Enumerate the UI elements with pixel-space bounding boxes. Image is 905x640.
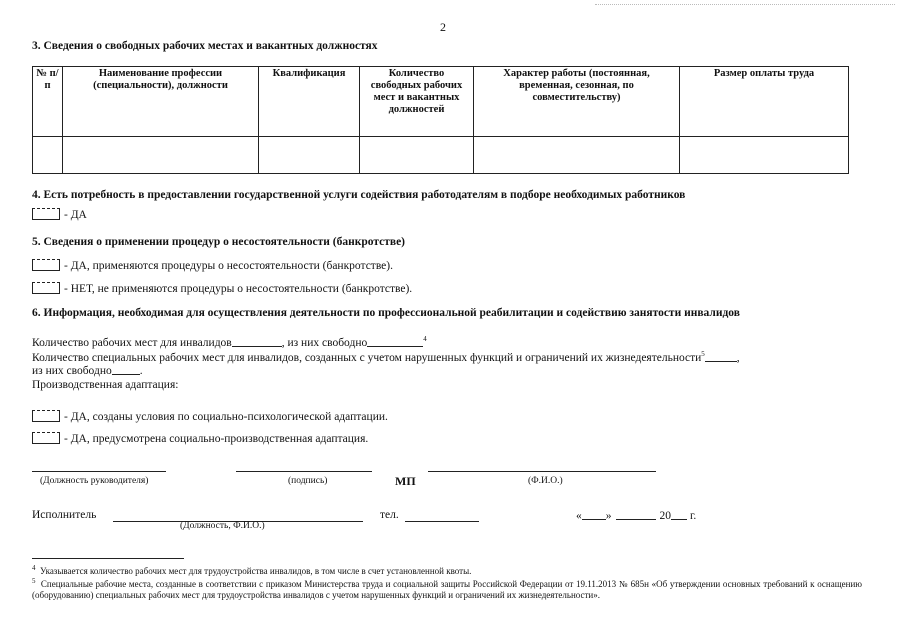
position-caption: (Должность руководителя) (40, 476, 149, 486)
col-qualification: Квалификация (259, 67, 360, 137)
special-free-field[interactable] (112, 364, 140, 375)
checkbox-bankruptcy-no[interactable] (32, 282, 60, 294)
signature-caption: (подпись) (288, 476, 328, 486)
special-jobs-field[interactable] (705, 351, 737, 362)
fio-line[interactable] (428, 471, 656, 472)
special-jobs-line: Количество специальных рабочих мест для инвалидов, созданных с учетом нарушенных функций и ограничений их жизнедеятельности$^5$ , (32, 350, 740, 364)
cell-number[interactable] (33, 137, 63, 174)
tel-label: тел. (380, 509, 399, 521)
col-profession: Наименование профессии (специальности), должности (63, 67, 259, 137)
option-bankruptcy-no[interactable] (32, 282, 412, 295)
executor-label: Исполнитель (32, 509, 97, 521)
vacancies-table (32, 66, 849, 174)
col-vacancies-count: Количество свободных рабочих мест и вакантных должностей (360, 67, 474, 137)
header-marks (595, 4, 895, 8)
executor-caption: (Должность, Ф.И.О.) (180, 521, 265, 531)
year-field[interactable] (671, 509, 687, 520)
section5-title: 5. Сведения о применении процедур о несостоятельности (банкротстве) (32, 236, 406, 248)
free-jobs-label: , из них свободно (281, 336, 368, 349)
year-suffix: г. (690, 510, 697, 522)
option-psych-adaptation[interactable] (32, 410, 388, 423)
option-service-yes[interactable] (32, 208, 87, 221)
special-free-label: из них свободно (32, 365, 112, 377)
year-prefix: 20 (659, 510, 671, 522)
col-work-type: Характер работы (постоянная, временная, сезонная, по совместительству) (474, 67, 680, 137)
position-signature-line[interactable] (32, 471, 166, 472)
special-jobs-label: Количество специальных рабочих мест для инвалидов, созданных с учетом нарушенных функций и ограничений их жизнедеятельности (32, 351, 702, 364)
special-free-line: из них свободно . (32, 365, 143, 377)
footnote-5-text: Специальные рабочие места, созданные в соответствии с приказом Министерства труда и социальной защиты Российской Федерации от 19.11.2013 № 685н «Об утверждении основных требований к оснащению (оборудованию) специальных рабочих мест для трудоустройства инвалидов с учетом нарушенных функций и ограничений их жизнедеятельности». (32, 579, 863, 600)
month-field[interactable] (616, 509, 656, 520)
day-field[interactable] (582, 509, 606, 520)
fio-caption: (Ф.И.О.) (528, 476, 563, 486)
free-jobs-field[interactable] (367, 336, 423, 347)
checkbox-bankruptcy-yes[interactable] (32, 259, 60, 271)
tel-line[interactable] (405, 521, 479, 522)
adaptation-label: Производственная адаптация: (32, 379, 179, 391)
col-salary: Размер оплаты труда (680, 67, 849, 137)
footnote-separator (32, 558, 184, 559)
seal-mark: МП (395, 474, 416, 488)
option-psych-adaptation-label: - ДА, созданы условия по социально-психологической адаптации. (64, 411, 388, 423)
checkbox-service-yes[interactable] (32, 208, 60, 220)
option-prod-adaptation[interactable] (32, 432, 368, 445)
date-field (576, 509, 696, 522)
signature-line[interactable] (236, 471, 372, 472)
option-bankruptcy-no-label: - НЕТ, не применяются процедуры о несостоятельности (банкротстве). (64, 283, 413, 295)
checkbox-prod-adaptation[interactable] (32, 432, 60, 444)
date-open-quote: « (576, 510, 582, 522)
section3-title: 3. Сведения о свободных рабочих местах и вакантных должностях (32, 40, 378, 52)
footnote-ref-5: 5 (701, 350, 705, 358)
footnote-4-text: Указывается количество рабочих мест для трудоустройства инвалидов, в том числе в счет установленной квоты. (40, 566, 472, 576)
cell-work-type[interactable] (474, 137, 680, 174)
footnote-5 (32, 576, 862, 601)
cell-vacancies-count[interactable] (360, 137, 474, 174)
footnote-4-mark: 4 (32, 564, 36, 572)
disabled-jobs-label: Количество рабочих мест для инвалидов (32, 336, 232, 349)
cell-profession[interactable] (63, 137, 259, 174)
table-row (33, 137, 849, 174)
option-prod-adaptation-label: - ДА, предусмотрена социально-производственная адаптация. (64, 433, 369, 445)
option-bankruptcy-yes-label: - ДА, применяются процедуры о несостоятельности (банкротстве). (64, 260, 393, 272)
cell-qualification[interactable] (259, 137, 360, 174)
date-close-quote: » (605, 510, 612, 522)
checkbox-psych-adaptation[interactable] (32, 410, 60, 422)
footnote-5-mark: 5 (32, 577, 36, 585)
section4-title: 4. Есть потребность в предоставлении государственной услуги содействия работодателям в подборе необходимых работников (32, 189, 686, 201)
disabled-jobs-line (32, 335, 427, 349)
option-bankruptcy-yes[interactable] (32, 259, 393, 272)
section6-title: 6. Информация, необходимая для осуществления деятельности по профессиональной реабилитации и содействию занятости инвалидов (32, 307, 740, 319)
col-number: № п/п (33, 67, 63, 137)
footnote-4 (32, 563, 862, 577)
option-service-yes-label: - ДА (64, 209, 87, 221)
cell-salary[interactable] (680, 137, 849, 174)
table-header-row (33, 67, 849, 137)
disabled-jobs-field[interactable] (232, 336, 282, 347)
page-number: 2 (440, 20, 446, 34)
footnote-ref-4: 4 (423, 335, 427, 343)
